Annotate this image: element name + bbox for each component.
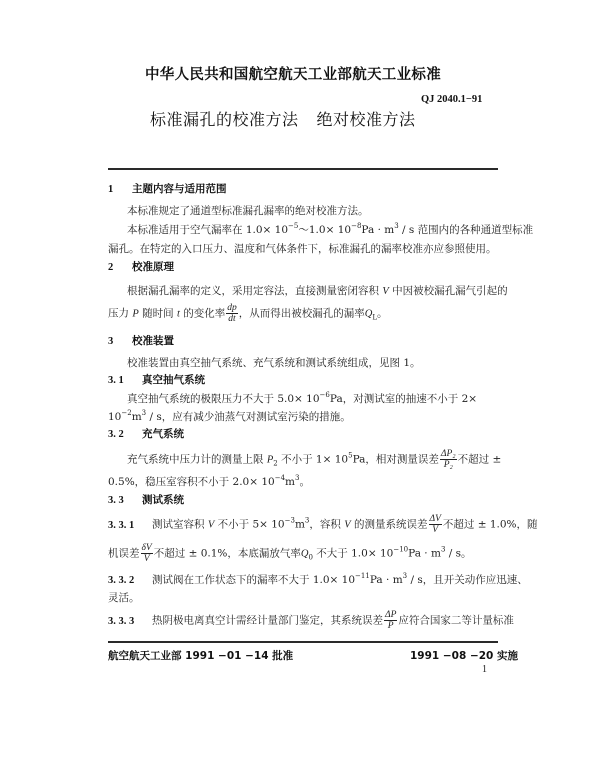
title-part1: 标准漏孔的校准方法 <box>150 110 299 129</box>
section-3-3-2-line-2: 灵活。 <box>108 592 140 604</box>
header-divider <box>108 168 498 170</box>
section-1-para-2-cont: 漏孔。在特定的入口压力、温度和气体条件下，标准漏孔的漏率校准亦应参照使用。 <box>108 243 497 255</box>
title-part2: 绝对校准方法 <box>316 110 416 129</box>
section-1-heading: 1 主题内容与适用范围 <box>108 183 227 195</box>
fraction-dP-P: $\frac{\Delta P}{P}$ <box>385 610 397 631</box>
issuer-title: 中华人民共和国航空航天工业部航天工业标准 <box>145 67 441 83</box>
page-number: 1 <box>482 664 487 675</box>
fraction-deltaV-V: $\frac{\delta V}{V}$ <box>141 543 152 564</box>
document-title <box>150 107 416 130</box>
section-3-3-1-line-1: 3. 3. 1 测试室容积 V 不小于 $5\times 10^{-3}m^3$，容积 V 的测量系统误差 $\frac{\Delta V}{V}$ 不超过 ± 1.0%，随 <box>108 514 538 535</box>
effective-date: 1991 −08 −20 实施 <box>410 650 519 662</box>
section-3-2-heading: 3. 2 充气系统 <box>108 428 184 440</box>
section-2-para-line-1: 根据漏孔漏率的定义，采用定容法，直接测量密闭容积 V 中因被校漏孔漏气引起的 <box>127 285 508 297</box>
section-1-para-2: 本标准适用于空气漏率在 $1.0\times 10^{-5}\sim 1.0\times 10^{-8}Pa \cdot m^3 / s$ 范围内的各种通道型标准 <box>127 222 534 236</box>
fraction-dP2-P2: $\frac{\text{ΔP₂}}{\text{P₂}}$ <box>440 449 456 470</box>
section-3-1-heading: 3. 1 真空抽气系统 <box>108 374 205 386</box>
section-3-1-line-2: $10^{-2}m^3$ / s，应有减少油蒸气对测试室污染的措施。 <box>108 409 351 423</box>
standard-code: QJ 2040.1−91 <box>421 94 483 105</box>
section-1-para-1: 本标准规定了通道型标准漏孔漏率的绝对校准方法。 <box>127 205 369 217</box>
section-3-1-line-1: 真空抽气系统的极限压力不大于 $5.0\times 10^{-6}Pa$，对测试室的抽速不小于 2× <box>127 391 478 405</box>
section-3-3-2-line-1: 3. 3. 2 测试阀在工作状态下的漏率不大于 $1.0\times 10^{-11}Pa \cdot m^3 / s$，且开关动作应迅速、 <box>108 572 528 586</box>
section-3-para-1: 校准装置由真空抽气系统、充气系统和测试系统组成，见图 1。 <box>127 357 421 369</box>
section-2-heading: 2 校准原理 <box>108 261 174 273</box>
footer-divider <box>108 641 498 643</box>
section-3-heading: 3 校准装置 <box>108 335 174 347</box>
fraction-dV-V: $\frac{\Delta V}{V}$ <box>429 514 441 535</box>
section-3-3-1-line-2: 机误差 $\frac{\delta V}{V}$ 不超过 ± 0.1%，本底漏放气率$Q_0$ 不大于 $1.0\times 10^{-10}Pa \cdot m^3 / s$。 <box>108 543 472 564</box>
section-3-2-line-2: 0.5%，稳压室容积不小于 $2.0\times 10^{-4}m^3$。 <box>108 474 310 488</box>
section-3-3-3-line-1: 3. 3. 3 热阴极电离真空计需经计量部门鉴定，其系统误差 $\frac{\Delta P}{P}$ 应符合国家二等计量标准 <box>108 610 514 631</box>
section-3-3-heading: 3. 3 测试系统 <box>108 494 184 506</box>
fraction-dp-dt: $\frac{dp}{dt}$ <box>227 303 237 324</box>
section-2-para-line-2: 压力 P 随时间 t 的变化率 $\frac{dp}{dt}$ ，从而得出被校漏孔的漏率$Q_L$。 <box>108 303 388 324</box>
section-3-2-line-1: 充气系统中压力计的测量上限 $P_2$ 不小于 $1\times 10^5Pa$，相对测量误差 $\frac{\text{ΔP₂}}{\text{P₂}}$ 不超过 ± <box>127 449 502 470</box>
approval-date: 航空航天工业部 1991 −01 −14 批准 <box>108 650 294 662</box>
